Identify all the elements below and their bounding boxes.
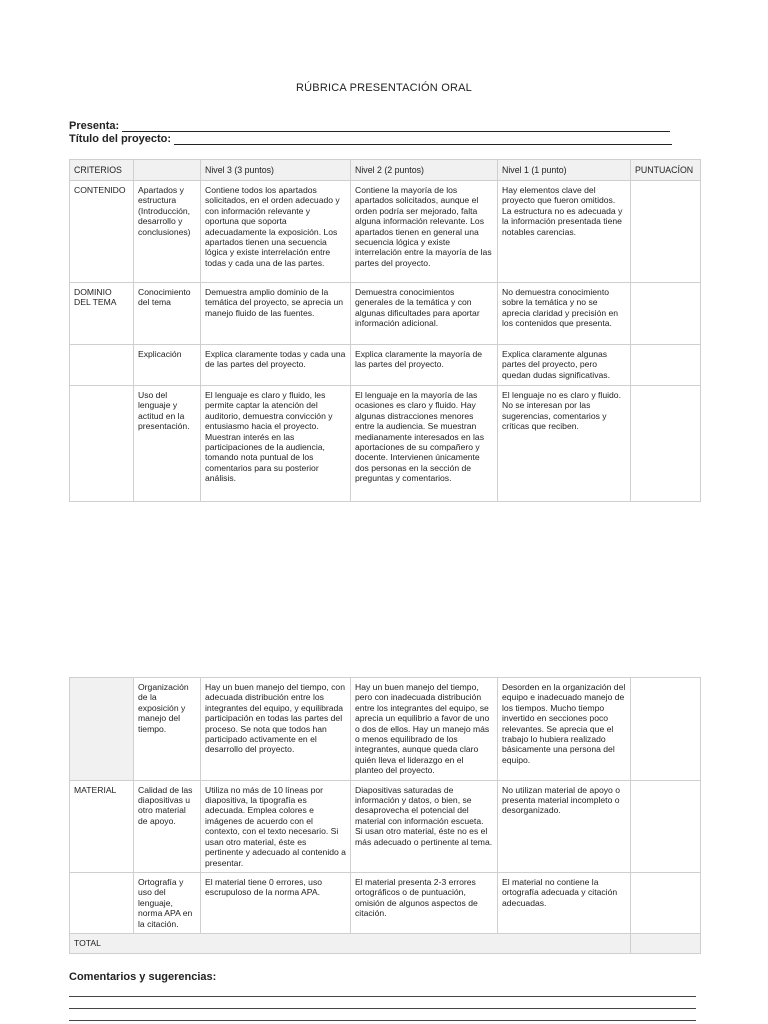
table-row [70,872,701,933]
table-row [70,386,701,502]
presenta-line[interactable] [122,120,670,132]
table-row [70,678,701,781]
nivel3-cell: El lenguaje es claro y fluido, les permite captar la atención del auditorio, demuestra convicción y entusiasmo hacia el proyecto. Muestran interés en las participaciones de la audiencia, tomando nota puntual de los comentarios para su posterior análisis. [201,386,351,502]
table-row [70,283,701,345]
score-cell[interactable] [631,181,701,283]
score-cell[interactable] [631,386,701,502]
comment-line[interactable] [69,996,696,997]
header-nivel2: Nivel 2 (2 puntos) [351,160,498,181]
score-cell[interactable] [631,872,701,933]
table-row [70,345,701,386]
aspect-cell: Explicación [134,345,201,386]
criterion-cell: DOMINIO DEL TEMA [70,283,134,345]
score-cell[interactable] [631,678,701,781]
nivel3-cell: Explica claramente todas y cada una de las partes del proyecto. [201,345,351,386]
rubric-table-part2 [69,677,701,954]
nivel1-cell: El lenguaje no es claro y fluido. No se interesan por las sugerencias, comentarios y críticas que reciben. [498,386,631,502]
comment-line[interactable] [69,1008,696,1009]
aspect-cell: Apartados y estructura (Introducción, desarrollo y conclusiones) [134,181,201,283]
nivel1-cell: Explica claramente algunas partes del proyecto, pero quedan dudas significativas. [498,345,631,386]
criterion-cell: MATERIAL [70,780,134,872]
aspect-cell: Uso del lenguaje y actitud en la presentación. [134,386,201,502]
header-nivel3: Nivel 3 (3 puntos) [201,160,351,181]
nivel2-cell: Hay un buen manejo del tiempo, pero con inadecuada distribución entre los integrantes del equipo, se aprecia un equilibrio a favor de uno o dos de ellos. Hay un manejo más o menos equilibrado de los integrantes, aunque queda claro quién lleva el liderazgo en el planteo del proyecto. [351,678,498,781]
criterion-cell: CONTENIDO [70,181,134,283]
nivel1-cell: No utilizan material de apoyo o presenta material incompleto o desorganizado. [498,780,631,872]
comments-label: Comentarios y sugerencias: [69,971,217,983]
nivel2-cell: Explica claramente la mayoría de las partes del proyecto. [351,345,498,386]
page-title: RÚBRICA PRESENTACIÓN ORAL [296,82,472,94]
nivel3-cell: Contiene todos los apartados solicitados, en el orden adecuado y con información relevante y oportuna que soporta adecuadamente la exposición. Los apartados tienen una secuencia lógica y existe interrelación entre todas y cada una de las partes. [201,181,351,283]
header-nivel1: Nivel 1 (1 punto) [498,160,631,181]
nivel2-cell: Contiene la mayoría de los apartados solicitados, aunque el orden podría ser mejorado, falta alguna información relevante. Los apartados tienen en general una secuencia lógica y existe interrelación entre la mayoría de las partes del proyecto. [351,181,498,283]
criterion-cell [70,872,134,933]
score-cell[interactable] [631,283,701,345]
header-aspect [134,160,201,181]
presenta-label: Presenta: [69,120,120,132]
criterion-cell [70,386,134,502]
criterion-cell [70,345,134,386]
nivel2-cell: El material presenta 2-3 errores ortográficos o de puntuación, omisión de algunos aspectos de citación. [351,872,498,933]
nivel2-cell: El lenguaje en la mayoría de las ocasiones es claro y fluido. Hay algunas distracciones menores entre la audiencia. Se muestran medianamente interesados en las aportaciones de su compañero y docente. Intervienen únicamente dos personas en la sección de preguntas y comentarios. [351,386,498,502]
nivel1-cell: El material no contiene la ortografía adecuada y citación adecuadas. [498,872,631,933]
nivel3-cell: Utiliza no más de 10 líneas por diapositiva, la tipografía es adecuada. Emplea colores e imágenes de acuerdo con el contexto, con el texto necesario. Si usan otro material, éste es pertinente y adecuado al contenido a presentar. [201,780,351,872]
aspect-cell: Ortografía y uso del lenguaje, norma APA en la citación. [134,872,201,933]
score-cell[interactable] [631,780,701,872]
titulo-field [69,133,672,145]
table-header-row [70,160,701,181]
nivel3-cell: El material tiene 0 errores, uso escrupuloso de la norma APA. [201,872,351,933]
table-row [70,181,701,283]
nivel1-cell: Desorden en la organización del equipo e inadecuado manejo de los tiempos. Mucho tiempo invertido en secciones poco relevantes. Se aprecia que el trabajo lo hubiera realizado básicamente una persona del equipo. [498,678,631,781]
nivel3-cell: Demuestra amplio dominio de la temática del proyecto, se aprecia un manejo fluido de las fuentes. [201,283,351,345]
total-label: TOTAL [70,933,631,953]
aspect-cell: Calidad de las diapositivas u otro material de apoyo. [134,780,201,872]
header-puntuacion: PUNTUACÍON [631,160,701,181]
header-criterios: CRITERIOS [70,160,134,181]
aspect-cell: Conocimiento del tema [134,283,201,345]
score-cell[interactable] [631,345,701,386]
nivel3-cell: Hay un buen manejo del tiempo, con adecuada distribución entre los integrantes del equipo, y equilibrada participación en todas las partes del proceso. Se nota que todos han participado activamente en el desarrollo del proyecto. [201,678,351,781]
titulo-line[interactable] [174,133,672,145]
nivel1-cell: Hay elementos clave del proyecto que fueron omitidos. La estructura no es adecuada y la información presentada tiene notables carencias. [498,181,631,283]
table-row [70,780,701,872]
nivel1-cell: No demuestra conocimiento sobre la temática y no se aprecia claridad y precisión en los contenidos que presenta. [498,283,631,345]
nivel2-cell: Diapositivas saturadas de información y datos, o bien, se desaprovecha el potencial del material con información escueta. Si usan otro material, éste no es el más adecuado o pertinente al tema. [351,780,498,872]
comment-line[interactable] [69,1020,696,1021]
aspect-cell: Organización de la exposición y manejo del tiempo. [134,678,201,781]
rubric-table-part1 [69,159,701,502]
criterion-cell [70,678,134,781]
total-score-cell[interactable] [631,933,701,953]
nivel2-cell: Demuestra conocimientos generales de la temática y con algunas dificultades para aportar información adicional. [351,283,498,345]
presenta-field [69,120,670,132]
titulo-label: Título del proyecto: [69,133,172,145]
total-row [70,933,701,953]
